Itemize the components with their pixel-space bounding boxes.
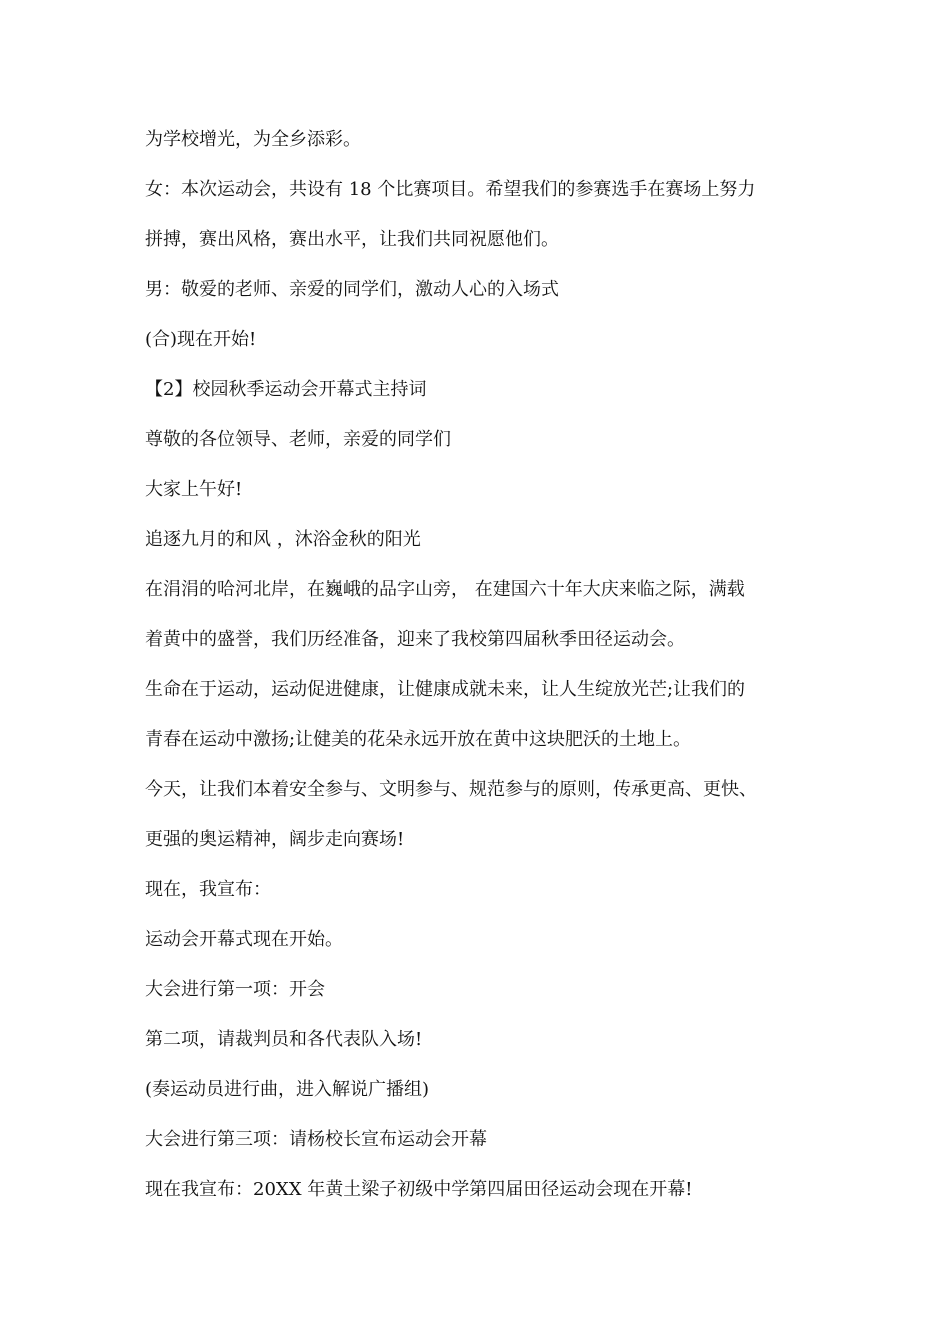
text-line: 现在，我宣布： bbox=[145, 879, 271, 900]
text-line: 女：本次运动会，共设有 18 个比赛项目。希望我们的参赛选手在赛场上努力 bbox=[145, 179, 756, 200]
text-line: 生命在于运动，运动促进健康，让健康成就未来，让人生绽放光芒;让我们的 bbox=[145, 679, 746, 700]
text-line: 尊敬的各位领导、老师，亲爱的同学们 bbox=[145, 429, 451, 450]
text-line: 着黄中的盛誉，我们历经准备，迎来了我校第四届秋季田径运动会。 bbox=[145, 629, 685, 650]
text-line: 男：敬爱的老师、亲爱的同学们，激动人心的入场式 bbox=[145, 279, 559, 300]
text-line: 大家上午好! bbox=[145, 479, 243, 500]
text-line: (合)现在开始! bbox=[145, 329, 257, 350]
text-line: 第二项，请裁判员和各代表队入场! bbox=[145, 1029, 423, 1050]
text-line: 追逐九月的和风 ，沐浴金秋的阳光 bbox=[145, 529, 421, 550]
text-line: 运动会开幕式现在开始。 bbox=[145, 929, 343, 950]
text-line: (奏运动员进行曲，进入解说广播组) bbox=[145, 1079, 430, 1100]
text-line: 大会进行第三项：请杨校长宣布运动会开幕 bbox=[145, 1129, 487, 1150]
text-line: 青春在运动中激扬;让健美的花朵永远开放在黄中这块肥沃的土地上。 bbox=[145, 729, 692, 750]
text-line: 现在我宣布：20XX 年黄土梁子初级中学第四届田径运动会现在开幕! bbox=[145, 1179, 693, 1200]
text-line: 拼搏，赛出风格，赛出水平，让我们共同祝愿他们。 bbox=[145, 229, 559, 250]
section-heading: 【2】校园秋季运动会开幕式主持词 bbox=[145, 379, 427, 400]
text-line: 今天，让我们本着安全参与、文明参与、规范参与的原则，传承更高、更快、 bbox=[145, 779, 757, 800]
text-line: 大会进行第一项：开会 bbox=[145, 979, 325, 1000]
text-line: 为学校增光，为全乡添彩。 bbox=[145, 129, 361, 150]
text-line: 更强的奥运精神，阔步走向赛场! bbox=[145, 829, 405, 850]
text-line: 在涓涓的哈河北岸，在巍峨的品字山旁， 在建国六十年大庆来临之际，满载 bbox=[145, 579, 745, 600]
